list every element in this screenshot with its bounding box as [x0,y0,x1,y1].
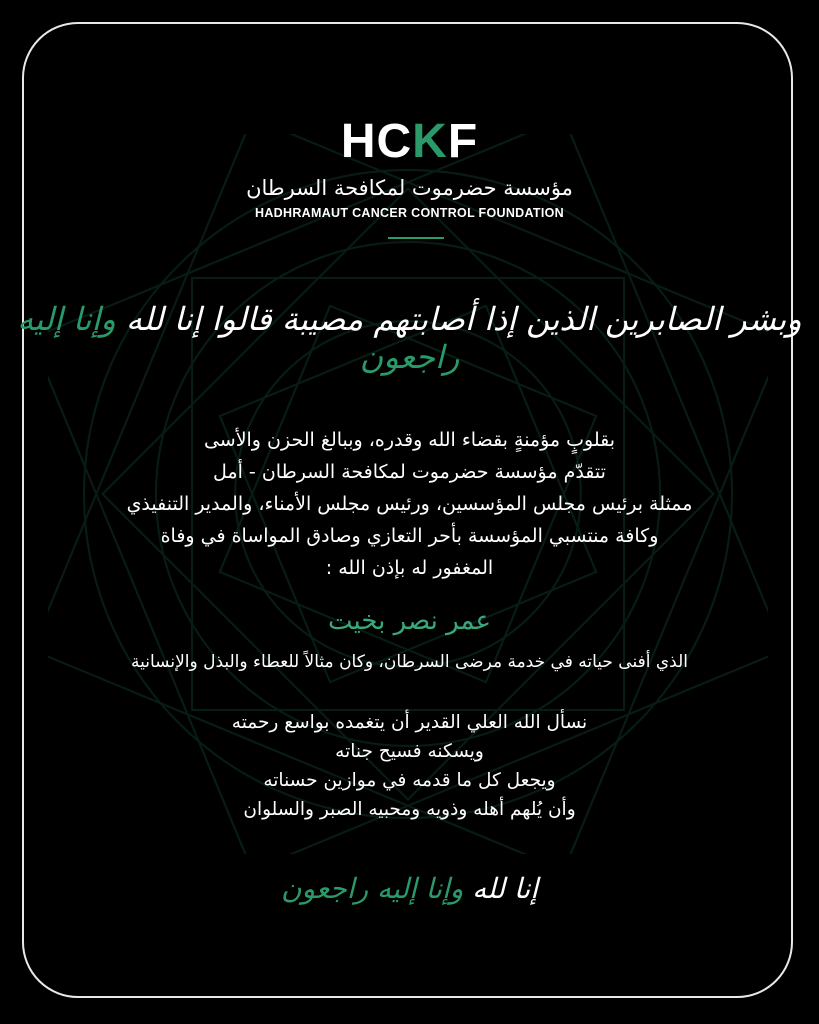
prayer-line: ويجعل كل ما قدمه في موازين حسناته [263,770,556,791]
prayer-line: ويسكنه فسيح جناته [335,741,484,762]
intro-line: تتقدّم مؤسسة حضرموت لمكافحة السرطان - أمل [213,461,606,483]
intro-line: ممثلة برئيس مجلس المؤسسين، ورئيس مجلس الأمناء، والمدير التنفيذي [126,493,693,515]
prayer-line: وأن يُلهم أهله وذويه ومحبيه الصبر والسلوان [243,799,576,820]
condolence-intro [40,424,779,584]
deceased-name: عمر نصر بخيت [328,606,491,636]
verse-calligraphy-bottom: إنا لله وإنا إليه راجعون [280,872,539,905]
logo-divider [388,237,444,239]
verse-calligraphy-top: وبشر الصابرين الذين إذا أصابتهم مصيبة قالوا إنا لله وإنا إليه راجعون [17,300,802,376]
logo [0,115,819,168]
intro-line: المغفور له بإذن الله : [325,557,494,579]
logo-english-name: HADHRAMAUT CANCER CONTROL FOUNDATION [255,206,564,220]
deceased-description: الذي أفنى حياته في خدمة مرضى السرطان، وكان مثالاً للعطاء والبذل والإنسانية [131,652,688,672]
prayer-text [40,708,779,824]
intro-line: وكافة منتسبي المؤسسة بأحر التعازي وصادق المواساة في وفاة [160,525,659,547]
prayer-line: نسأل الله العلي القدير أن يتغمده بواسع رحمته [231,712,588,733]
hccf-logo-mark: HCKF [340,115,479,168]
intro-line: بقلوبٍ مؤمنةٍ بقضاء الله وقدره، وببالغ الحزن والأسى [203,429,616,451]
logo-arabic-name: مؤسسة حضرموت لمكافحة السرطان [246,176,573,200]
